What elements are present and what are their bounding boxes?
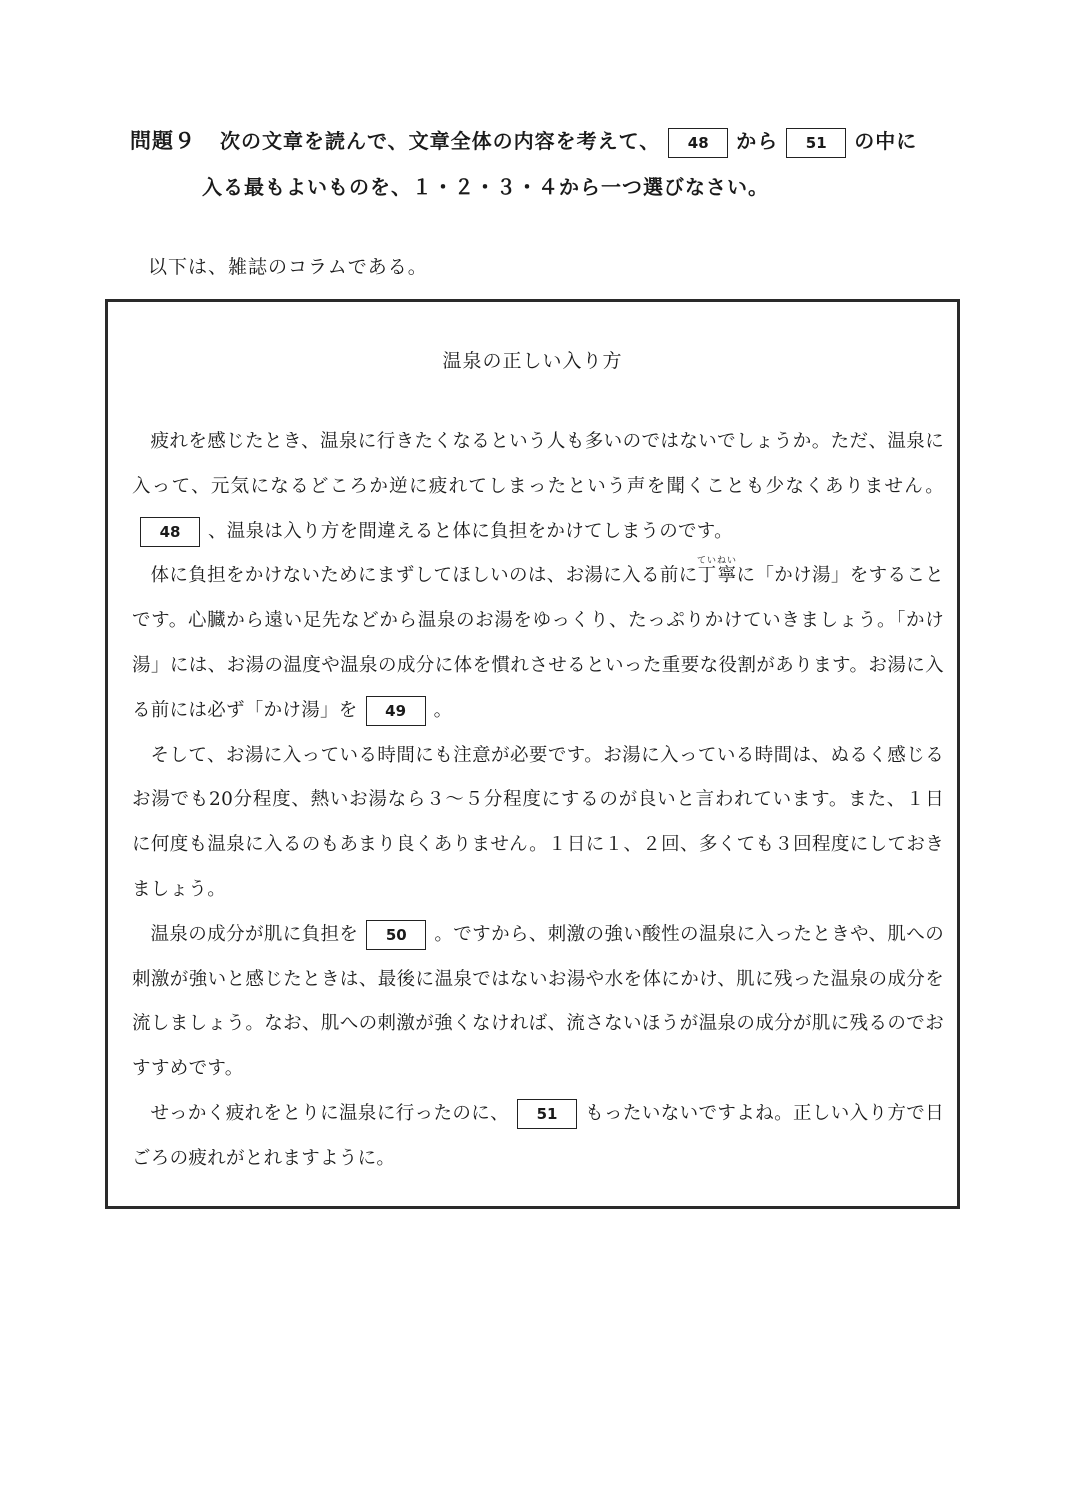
blank-box-end: 51 bbox=[786, 128, 846, 158]
blank-49: 49 bbox=[366, 696, 426, 726]
blank-50: 50 bbox=[366, 920, 426, 950]
ruby-teinei bbox=[697, 556, 738, 587]
p5-text-a: せっかく疲れをとりに温泉に行ったのに、 bbox=[150, 1102, 510, 1124]
ruby-base: 丁寧 bbox=[697, 565, 738, 587]
instruction-text-b: から bbox=[736, 129, 779, 153]
blank-box-start: 48 bbox=[668, 128, 728, 158]
instruction-text-a: 次の文章を読んで、文章全体の内容を考えて、 bbox=[220, 129, 661, 153]
p1-text-b: 、温泉は入り方を間違えると体に負担をかけてしまうのです。 bbox=[208, 520, 733, 542]
instruction-line-2: 入る最もよいものを、１・２・３・４から一つ選びなさい。 bbox=[202, 175, 769, 199]
p4-text-b: 。ですから、刺激の強い酸性の温泉に入ったときや、肌への刺激が強いと感じたときは、最後に温泉ではないお湯や水を体にかけ、肌に残った温泉の成分を流しましょう。なお、肌への刺激が強くなければ、流さないほうが温泉の成分が肌に残るのでおすすめです。 bbox=[132, 923, 944, 1080]
paragraph-3: そして、お湯に入っている時間にも注意が必要です。お湯に入っている時間は、ぬるく感じるお湯でも20分程度、熱いお湯なら３～５分程度にするのが良いと言われています。また、１日に何度も温泉に入るのもあまり良くありません。１日に１、２回、多くても３回程度にしておきましょう。 bbox=[132, 744, 944, 900]
p1-text-a: 疲れを感じたとき、温泉に行きたくなるという人も多いのではないでしょうか。ただ、温泉に入って、元気になるどころか逆に疲れてしまったという声を聞くことも少なくありません。 bbox=[132, 431, 944, 497]
p4-text-a: 温泉の成分が肌に負担を bbox=[150, 923, 359, 945]
paragraph-1 bbox=[132, 420, 944, 554]
paragraph-5 bbox=[132, 1092, 944, 1182]
p2-text-a: 体に負担をかけないためにまずしてほしいのは、お湯に入る前に bbox=[150, 565, 698, 587]
p5-text-b: もったいないですよね。正しい入り方で日ごろの疲れがとれますように。 bbox=[132, 1102, 944, 1169]
article-title: 温泉の正しい入り方 bbox=[442, 350, 623, 372]
article-frame bbox=[105, 299, 960, 1209]
paragraph-2 bbox=[132, 554, 944, 733]
question-instructions bbox=[130, 118, 1030, 210]
blank-51: 51 bbox=[517, 1099, 577, 1129]
p2-text-c: 。 bbox=[433, 699, 453, 721]
instruction-line-1 bbox=[130, 118, 1030, 164]
intro-text: 以下は、雑誌のコラムである。 bbox=[148, 256, 428, 278]
instruction-text-c: の中に bbox=[854, 129, 918, 153]
article-body bbox=[132, 420, 944, 1182]
question-number: 問題９ bbox=[130, 129, 196, 153]
ruby-reading: ていねい bbox=[697, 556, 738, 567]
paragraph-4 bbox=[132, 913, 944, 1092]
blank-48: 48 bbox=[140, 517, 200, 547]
p2-text-b: に「かけ湯」をすることです。心臓から遠い足先などから温泉のお湯をゆっくり、たっぷりかけていきましょう。「かけ湯」には、お湯の温度や温泉の成分に体を慣れさせるといった重要な役割があります。お湯に入る前には必ず「かけ湯」を bbox=[132, 565, 944, 721]
